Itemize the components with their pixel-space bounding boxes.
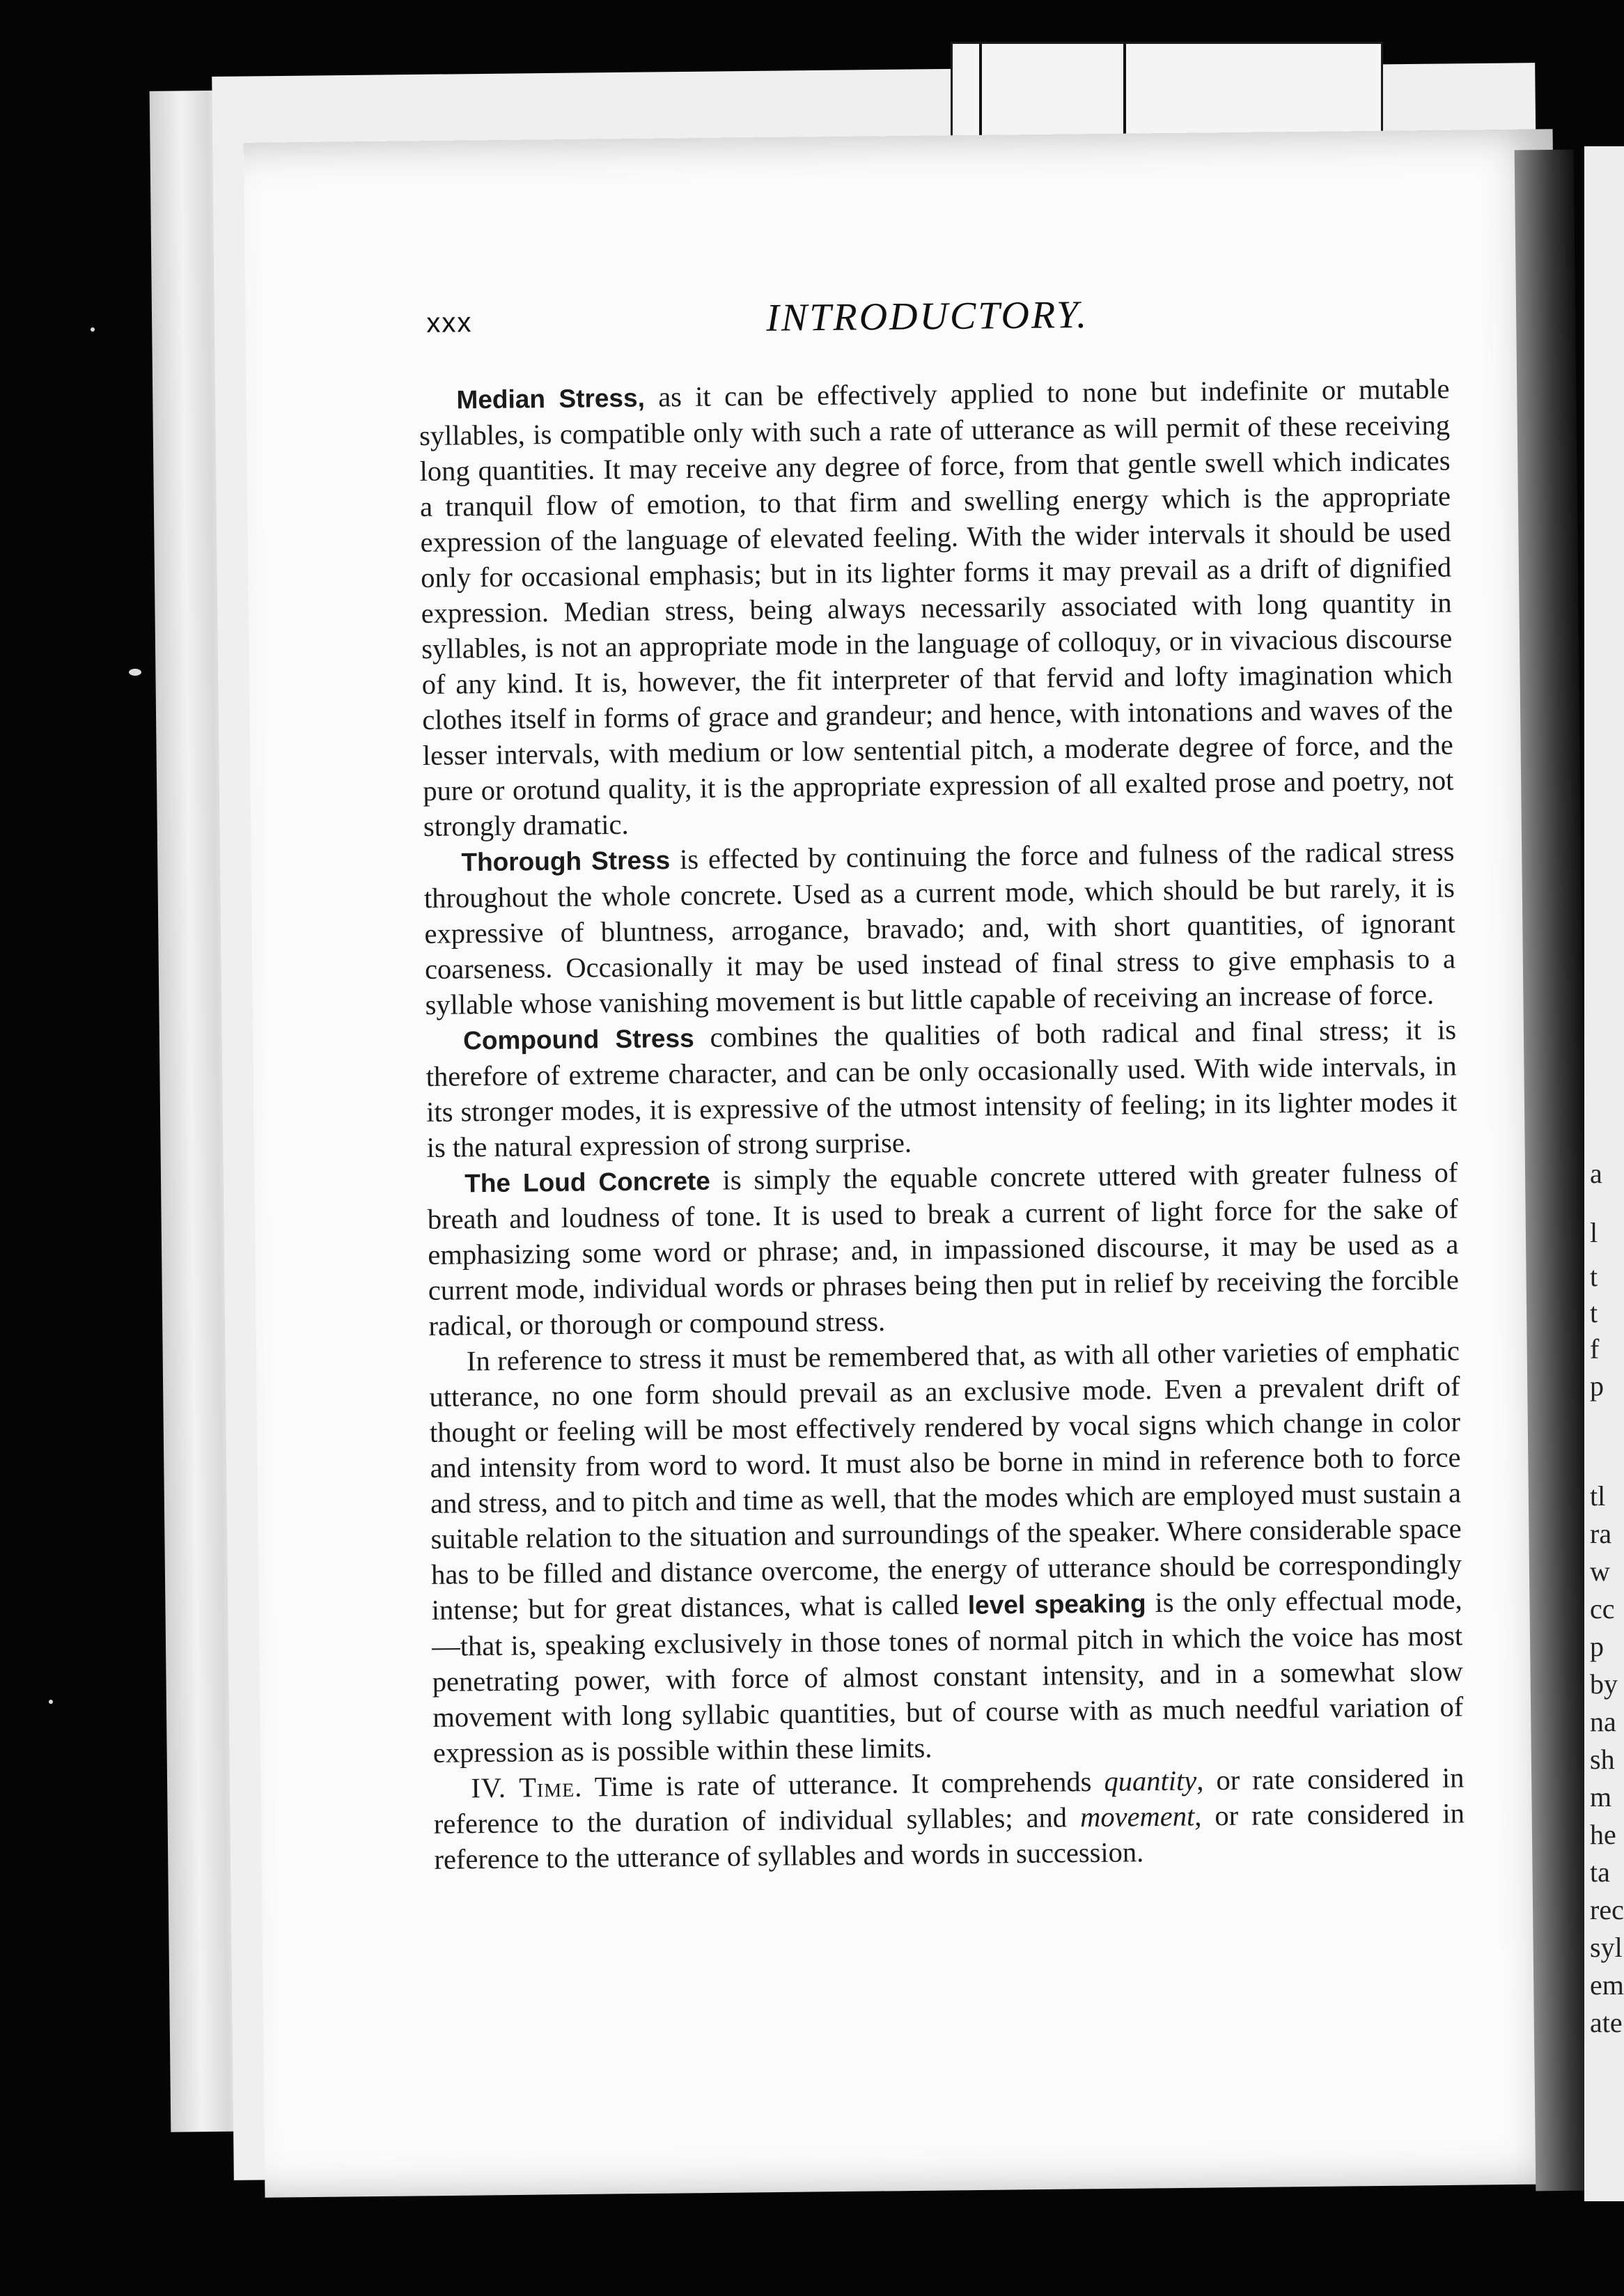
adjacent-page-fragment: a: [1590, 1158, 1602, 1189]
slip-rule: [979, 44, 982, 145]
adjacent-page-fragment: t: [1590, 1261, 1598, 1292]
adjacent-page-fragment: sh: [1590, 1744, 1615, 1775]
term-heading: Median Stress,: [456, 383, 646, 414]
adjacent-page-fragment: em: [1590, 1969, 1624, 2001]
paragraph-text: In reference to stress it must be remembered that, as with all other varieties of emphatic utterance, no one form should prevail as an exclusive mode. Even a prevalent drift of thought or feeling will be most effectively rendered by vocal signs which change in color and intensity from word to word. It must also be borne in mind in reference both to force and stress, and to pitch and time as well, that the modes which are employed must sustain a suitable relation to the situation and surroundings of the speaker. Where considerable space has to be filled and distance overcome, the energy of utterance should be correspondingly intense; but for great distances, what is called: [429, 1335, 1462, 1626]
adjacent-page-fragment: ate: [1590, 2007, 1623, 2038]
paragraph-text: is effected by continuing the force and fulness of the radical stress throughout the whole concrete. Used as a current mode, which should be but rarely, it is expressive of bluntness, arrogance, bravado; and, with short quantities, of ignorant coarseness. Occasionally it may be used instead of final stress to give emphasis to a syllable whose vanishing movement is but little capable of receiving an increase of force.: [423, 835, 1456, 1021]
italic-term: quantity: [1104, 1764, 1197, 1797]
paragraph-median-stress: [419, 371, 1454, 844]
paragraph-text: Time is rate of utterance. It comprehends: [582, 1765, 1104, 1803]
adjacent-page-fragment: f: [1590, 1333, 1600, 1365]
page-text: [418, 289, 1465, 1877]
adjacent-page: [1584, 146, 1624, 2201]
adjacent-page-fragment: l: [1590, 1217, 1598, 1248]
paragraph-stress-reference: [429, 1333, 1464, 1770]
running-head: [418, 289, 1449, 362]
adjacent-page-fragment: na: [1590, 1706, 1616, 1737]
adjacent-page-fragment: ta: [1590, 1856, 1610, 1888]
paragraph-text: is the only effectual mode,—that is, speaking exclusively in those tones of normal pitch in which the voice has most penetrating power, with force of almost constant intensity, and in a somewhat slow movement with long syllabic quantities, but of course with as much needful variation of expression as is possible within these limits.: [432, 1583, 1464, 1769]
italic-term: movement: [1079, 1800, 1195, 1833]
paragraph-time: [433, 1760, 1465, 1877]
adjacent-page-fragment: rec: [1590, 1894, 1624, 1925]
adjacent-page-fragment: cc: [1590, 1593, 1615, 1624]
adjacent-page-fragment: by: [1590, 1668, 1618, 1700]
term-heading: level speaking: [967, 1589, 1146, 1620]
adjacent-page-fragment: t: [1590, 1297, 1598, 1328]
dust-speck: [49, 1700, 53, 1704]
paragraph-compound-stress: [425, 1011, 1458, 1165]
paragraph-thorough-stress: [423, 833, 1456, 1022]
paragraph-text: , or rate considered in reference to the utterance of syllables and words in succession.: [434, 1797, 1465, 1875]
paragraph-text: combines the qualities of both radical and final stress; it is therefore of extreme character, and can be only occasionally used. With wide intervals, in its stronger modes, it is expressive of the utmost intensity of feeling; in its lighter modes it is the natural expression of strong surprise.: [425, 1014, 1458, 1163]
running-head-title: INTRODUCTORY.: [765, 293, 1089, 340]
adjacent-page-fragment: p: [1590, 1631, 1604, 1662]
slip-rule: [1123, 44, 1126, 145]
adjacent-page-fragment: ra: [1590, 1518, 1612, 1549]
term-heading: Thorough Stress: [461, 846, 671, 877]
dust-speck: [91, 327, 95, 332]
section-heading: Time.: [518, 1771, 583, 1804]
paragraph-text: is simply the equable concrete uttered with greater fulness of breath and loudness of tone. It is used to break a current of light force for the sake of emphasizing some word or phrase; and, in impassioned discourse, it may be used as a current mode, individual words or phrases being then put in relief by receiving the forcible radical, or thorough or compound stress.: [427, 1156, 1460, 1342]
adjacent-page-fragment: he: [1590, 1819, 1616, 1850]
adjacent-page-fragment: syl: [1590, 1932, 1623, 1963]
section-numeral: IV.: [471, 1771, 507, 1804]
term-heading: The Loud Concrete: [464, 1166, 711, 1198]
adjacent-page-fragment: p: [1590, 1370, 1604, 1402]
term-heading: Compound Stress: [462, 1023, 694, 1055]
adjacent-page-fragment: w: [1590, 1556, 1610, 1587]
paragraph-text: as it can be effectively applied to none but indefinite or mutable syllables, is compatible only with such a rate of utterance as will permit of these receiving long quantities. It may receive any degree of force, from that gentle swell which indicates a tranquil flow of emotion, to that firm and swelling energy which is the appropriate expression of the language of elevated feeling. With the wider intervals it should be used only for occasional emphasis; but in its lighter forms it may prevail as a drift of dignified expression. Median stress, being always necessarily associated with long quantity in syllables, is not an appropriate mode in the language of colloquy, or in vivacious discourse of any kind. It is, however, the fit interpreter of that fervid and lofty imagination which clothes itself in forms of grace and grandeur; and hence, with intonations and waves of the lesser intervals, with medium or low sentential pitch, a moderate degree of force, and the pure or orotund quality, it is the appropriate expression of all exalted prose and poetry, not strongly dramatic.: [419, 373, 1454, 842]
page-number: xxx: [426, 307, 473, 339]
adjacent-page-fragment: tl: [1590, 1480, 1606, 1512]
dust-speck: [129, 669, 141, 676]
paragraph-text: , or rate considered in reference to the duration of individual syllables; and: [433, 1762, 1465, 1840]
paragraph-loud-concrete: [427, 1154, 1460, 1343]
adjacent-page-fragment: m: [1590, 1781, 1612, 1813]
